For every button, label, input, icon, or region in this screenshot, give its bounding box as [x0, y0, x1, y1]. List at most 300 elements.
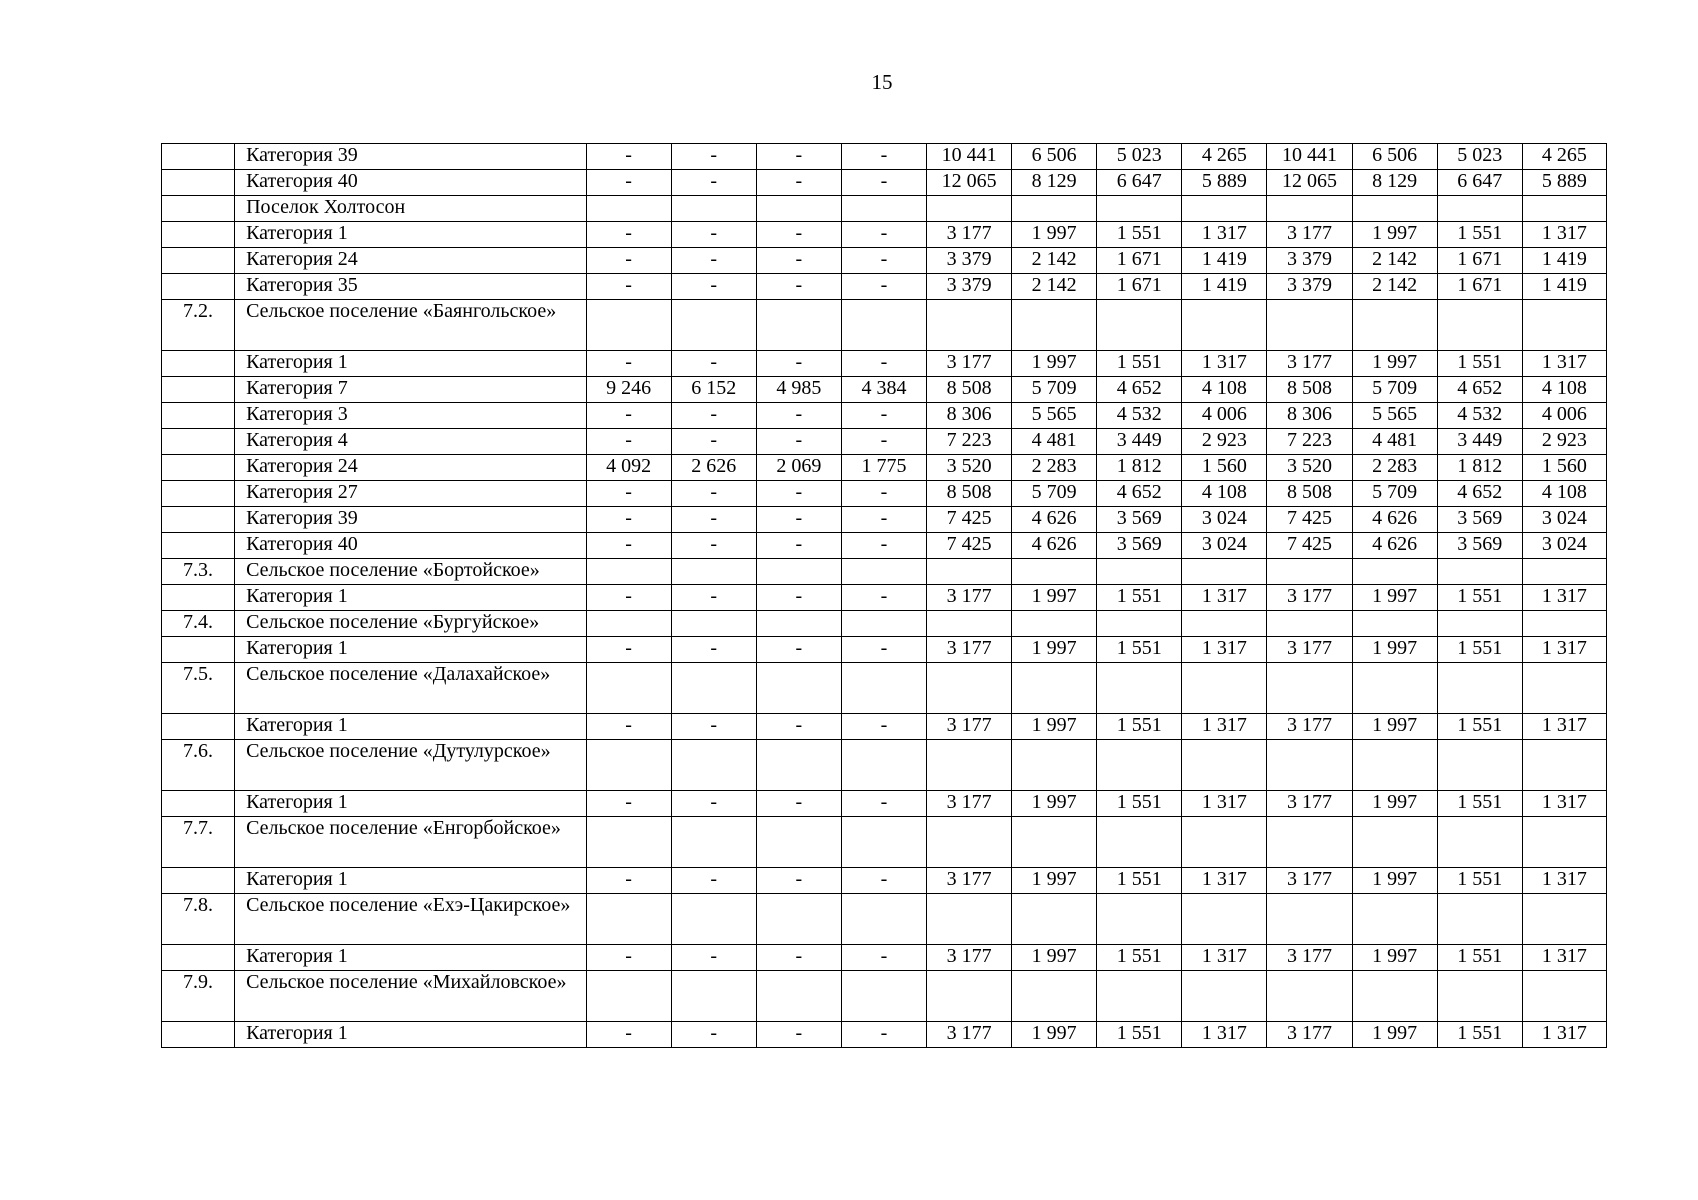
value-cell: 4 006	[1522, 403, 1606, 429]
value-cell	[1267, 971, 1352, 1022]
value-cell	[1437, 196, 1522, 222]
value-cell: 1 997	[1352, 868, 1437, 894]
value-cell: -	[756, 481, 841, 507]
value-cell: -	[671, 1022, 756, 1048]
value-cell: 1 317	[1182, 222, 1267, 248]
row-name-cell: Категория 1	[235, 868, 586, 894]
value-cell: 3 177	[927, 714, 1012, 740]
value-cell: 1 671	[1097, 248, 1182, 274]
value-cell: 4 384	[841, 377, 926, 403]
table-row	[162, 377, 1607, 403]
value-cell: 6 647	[1437, 170, 1522, 196]
value-cell	[671, 817, 756, 868]
value-cell: -	[671, 791, 756, 817]
value-cell	[1437, 971, 1522, 1022]
value-cell: 4 626	[1352, 533, 1437, 559]
row-name-cell: Категория 39	[235, 507, 586, 533]
value-cell	[927, 611, 1012, 637]
value-cell: 2 142	[1352, 248, 1437, 274]
table-row	[162, 1022, 1607, 1048]
value-cell: 1 317	[1182, 637, 1267, 663]
value-cell	[671, 740, 756, 791]
table-row	[162, 300, 1607, 351]
row-name-cell: Категория 24	[235, 248, 586, 274]
value-cell: 2 142	[1012, 248, 1097, 274]
row-index-cell	[162, 1022, 235, 1048]
value-cell	[1352, 611, 1437, 637]
row-index-cell: 7.5.	[162, 663, 235, 714]
value-cell	[1267, 559, 1352, 585]
value-cell	[841, 663, 926, 714]
value-cell	[1182, 971, 1267, 1022]
row-name-cell: Поселок Холтосон	[235, 196, 586, 222]
value-cell	[1182, 300, 1267, 351]
value-cell	[1182, 894, 1267, 945]
value-cell	[756, 300, 841, 351]
value-cell: 3 177	[927, 222, 1012, 248]
value-cell: 3 177	[927, 945, 1012, 971]
tariff-table	[161, 143, 1607, 1048]
table-row	[162, 611, 1607, 637]
value-cell: 3 177	[1267, 714, 1352, 740]
value-cell: -	[841, 248, 926, 274]
page-number: 15	[871, 70, 893, 94]
table-row	[162, 663, 1607, 714]
value-cell	[1097, 559, 1182, 585]
value-cell: -	[586, 945, 671, 971]
table-row	[162, 196, 1607, 222]
row-name-cell: Категория 24	[235, 455, 586, 481]
value-cell: 9 246	[586, 377, 671, 403]
value-cell: -	[671, 351, 756, 377]
value-cell: 2 923	[1182, 429, 1267, 455]
value-cell: 4 626	[1012, 507, 1097, 533]
value-cell	[1097, 663, 1182, 714]
table-row	[162, 274, 1607, 300]
value-cell: 4 108	[1182, 377, 1267, 403]
value-cell	[1437, 894, 1522, 945]
table-row	[162, 945, 1607, 971]
row-name-cell: Сельское поселение «Дутулурское»	[235, 740, 586, 791]
value-cell	[756, 817, 841, 868]
value-cell	[586, 817, 671, 868]
row-index-cell	[162, 481, 235, 507]
value-cell: -	[841, 222, 926, 248]
value-cell: -	[841, 274, 926, 300]
value-cell: 4 652	[1097, 377, 1182, 403]
value-cell: 7 223	[927, 429, 1012, 455]
value-cell: 1 317	[1522, 1022, 1606, 1048]
table-row	[162, 507, 1607, 533]
value-cell: 1 997	[1352, 222, 1437, 248]
value-cell: 3 379	[1267, 248, 1352, 274]
table-row	[162, 817, 1607, 868]
value-cell: 1 317	[1182, 791, 1267, 817]
value-cell: 3 569	[1097, 533, 1182, 559]
value-cell	[756, 663, 841, 714]
value-cell: 1 551	[1437, 637, 1522, 663]
row-index-cell	[162, 222, 235, 248]
value-cell: 1 997	[1012, 222, 1097, 248]
value-cell: -	[841, 1022, 926, 1048]
value-cell	[927, 740, 1012, 791]
value-cell: 1 671	[1437, 248, 1522, 274]
table-row	[162, 559, 1607, 585]
value-cell: -	[671, 144, 756, 170]
value-cell: -	[841, 403, 926, 429]
value-cell	[1012, 894, 1097, 945]
value-cell: -	[841, 481, 926, 507]
value-cell: -	[756, 714, 841, 740]
value-cell: 6 647	[1097, 170, 1182, 196]
table-row	[162, 740, 1607, 791]
row-index-cell: 7.6.	[162, 740, 235, 791]
value-cell	[1352, 663, 1437, 714]
value-cell: 3 177	[927, 585, 1012, 611]
value-cell: 3 379	[927, 274, 1012, 300]
value-cell	[671, 611, 756, 637]
value-cell: 3 177	[1267, 791, 1352, 817]
value-cell	[586, 740, 671, 791]
value-cell	[671, 559, 756, 585]
value-cell	[1522, 817, 1606, 868]
value-cell: -	[671, 507, 756, 533]
value-cell: 2 626	[671, 455, 756, 481]
value-cell: 1 551	[1097, 1022, 1182, 1048]
value-cell	[1012, 611, 1097, 637]
value-cell	[586, 300, 671, 351]
value-cell: 1 997	[1012, 637, 1097, 663]
value-cell: -	[586, 585, 671, 611]
value-cell: -	[756, 274, 841, 300]
value-cell: 8 306	[1267, 403, 1352, 429]
value-cell: -	[586, 637, 671, 663]
value-cell: 1 551	[1437, 868, 1522, 894]
value-cell	[586, 894, 671, 945]
value-cell: 4 985	[756, 377, 841, 403]
value-cell: -	[586, 144, 671, 170]
table-row	[162, 481, 1607, 507]
value-cell: 3 177	[1267, 585, 1352, 611]
value-cell	[927, 663, 1012, 714]
value-cell	[1012, 663, 1097, 714]
row-name-cell: Сельское поселение «Михайловское»	[235, 971, 586, 1022]
value-cell: 1 997	[1012, 945, 1097, 971]
value-cell	[841, 971, 926, 1022]
value-cell: -	[756, 248, 841, 274]
value-cell	[841, 300, 926, 351]
value-cell: 3 024	[1522, 507, 1606, 533]
table-row	[162, 429, 1607, 455]
row-index-cell: 7.4.	[162, 611, 235, 637]
value-cell	[756, 894, 841, 945]
value-cell	[1097, 817, 1182, 868]
value-cell: 4 626	[1352, 507, 1437, 533]
value-cell: 4 532	[1437, 403, 1522, 429]
value-cell: 2 142	[1012, 274, 1097, 300]
value-cell: 3 177	[927, 1022, 1012, 1048]
value-cell: 1 997	[1352, 637, 1437, 663]
value-cell	[1012, 300, 1097, 351]
value-cell: -	[586, 351, 671, 377]
value-cell: 7 425	[1267, 507, 1352, 533]
value-cell: 6 506	[1012, 144, 1097, 170]
value-cell: 1 317	[1522, 945, 1606, 971]
value-cell: 1 551	[1097, 714, 1182, 740]
row-index-cell: 7.7.	[162, 817, 235, 868]
row-name-cell: Категория 1	[235, 791, 586, 817]
value-cell: -	[756, 585, 841, 611]
row-index-cell	[162, 274, 235, 300]
value-cell: 1 419	[1522, 248, 1606, 274]
value-cell: 4 626	[1012, 533, 1097, 559]
value-cell: 1 551	[1437, 1022, 1522, 1048]
value-cell: 3 177	[927, 351, 1012, 377]
value-cell: 4 108	[1522, 481, 1606, 507]
row-name-cell: Категория 1	[235, 945, 586, 971]
row-name-cell: Категория 35	[235, 274, 586, 300]
value-cell: 1 551	[1437, 222, 1522, 248]
value-cell	[1267, 611, 1352, 637]
value-cell: -	[586, 403, 671, 429]
value-cell: 5 023	[1097, 144, 1182, 170]
value-cell: 1 997	[1012, 868, 1097, 894]
value-cell	[1267, 300, 1352, 351]
value-cell: -	[586, 170, 671, 196]
value-cell: -	[841, 429, 926, 455]
value-cell: 1 551	[1437, 945, 1522, 971]
value-cell: -	[841, 585, 926, 611]
value-cell: 1 997	[1352, 791, 1437, 817]
value-cell	[1182, 817, 1267, 868]
value-cell: 3 449	[1437, 429, 1522, 455]
value-cell: 4 652	[1437, 377, 1522, 403]
value-cell: 1 551	[1097, 791, 1182, 817]
value-cell: -	[586, 868, 671, 894]
value-cell: -	[586, 1022, 671, 1048]
value-cell	[1012, 817, 1097, 868]
value-cell: 1 551	[1437, 714, 1522, 740]
row-index-cell	[162, 429, 235, 455]
row-index-cell	[162, 455, 235, 481]
value-cell: 1 551	[1097, 222, 1182, 248]
value-cell: 5 709	[1352, 377, 1437, 403]
value-cell	[756, 971, 841, 1022]
table-row	[162, 144, 1607, 170]
value-cell: -	[841, 533, 926, 559]
value-cell	[1267, 663, 1352, 714]
value-cell: 2 283	[1352, 455, 1437, 481]
value-cell: 3 177	[927, 868, 1012, 894]
value-cell: -	[586, 222, 671, 248]
value-cell: 3 569	[1437, 507, 1522, 533]
value-cell: 1 812	[1437, 455, 1522, 481]
row-name-cell: Категория 1	[235, 637, 586, 663]
value-cell: 1 317	[1522, 868, 1606, 894]
value-cell	[756, 611, 841, 637]
value-cell: 1 560	[1522, 455, 1606, 481]
value-cell	[671, 663, 756, 714]
value-cell: 1 551	[1097, 637, 1182, 663]
table-row	[162, 637, 1607, 663]
value-cell: 4 652	[1437, 481, 1522, 507]
value-cell: 7 223	[1267, 429, 1352, 455]
value-cell: -	[671, 403, 756, 429]
row-index-cell	[162, 533, 235, 559]
value-cell: -	[586, 714, 671, 740]
value-cell: 5 023	[1437, 144, 1522, 170]
value-cell: 1 997	[1352, 1022, 1437, 1048]
value-cell	[1522, 559, 1606, 585]
value-cell	[1097, 971, 1182, 1022]
value-cell: 1 997	[1012, 585, 1097, 611]
row-index-cell	[162, 377, 235, 403]
value-cell: -	[671, 170, 756, 196]
value-cell: 3 177	[1267, 868, 1352, 894]
value-cell: 1 551	[1437, 791, 1522, 817]
table-body	[162, 144, 1607, 1048]
row-name-cell: Категория 4	[235, 429, 586, 455]
value-cell: -	[586, 507, 671, 533]
row-name-cell: Сельское поселение «Бургуйское»	[235, 611, 586, 637]
row-name-cell: Сельское поселение «Енгорбойское»	[235, 817, 586, 868]
value-cell: 7 425	[927, 507, 1012, 533]
value-cell: -	[756, 791, 841, 817]
value-cell: -	[586, 791, 671, 817]
row-index-cell: 7.9.	[162, 971, 235, 1022]
value-cell: 1 997	[1012, 1022, 1097, 1048]
value-cell	[1352, 971, 1437, 1022]
value-cell	[1012, 971, 1097, 1022]
value-cell	[1012, 196, 1097, 222]
value-cell: -	[841, 507, 926, 533]
value-cell: 1 317	[1182, 1022, 1267, 1048]
value-cell: 1 997	[1352, 945, 1437, 971]
value-cell: 2 069	[756, 455, 841, 481]
row-name-cell: Категория 40	[235, 533, 586, 559]
value-cell: -	[841, 714, 926, 740]
value-cell: 1 419	[1182, 274, 1267, 300]
value-cell: 1 317	[1182, 945, 1267, 971]
table-row	[162, 455, 1607, 481]
value-cell: -	[671, 429, 756, 455]
value-cell: 1 997	[1352, 351, 1437, 377]
value-cell: 5 709	[1352, 481, 1437, 507]
row-name-cell: Сельское поселение «Баянгольское»	[235, 300, 586, 351]
value-cell	[841, 817, 926, 868]
value-cell: -	[671, 274, 756, 300]
row-name-cell: Категория 27	[235, 481, 586, 507]
value-cell: -	[756, 507, 841, 533]
value-cell: 8 508	[927, 481, 1012, 507]
value-cell: 7 425	[927, 533, 1012, 559]
value-cell	[1182, 196, 1267, 222]
value-cell: -	[841, 868, 926, 894]
table-row	[162, 585, 1607, 611]
table-row	[162, 971, 1607, 1022]
value-cell: 8 508	[1267, 481, 1352, 507]
value-cell: 1 551	[1437, 585, 1522, 611]
value-cell: 1 775	[841, 455, 926, 481]
value-cell: 3 024	[1182, 533, 1267, 559]
value-cell: 3 177	[1267, 637, 1352, 663]
value-cell: 3 569	[1437, 533, 1522, 559]
value-cell	[1437, 663, 1522, 714]
value-cell: -	[756, 403, 841, 429]
value-cell: 5 709	[1012, 377, 1097, 403]
value-cell: 4 108	[1182, 481, 1267, 507]
value-cell: -	[586, 429, 671, 455]
value-cell	[1352, 300, 1437, 351]
value-cell: 1 812	[1097, 455, 1182, 481]
value-cell: 1 317	[1182, 714, 1267, 740]
value-cell	[1182, 740, 1267, 791]
value-cell: 1 560	[1182, 455, 1267, 481]
value-cell	[1437, 300, 1522, 351]
row-name-cell: Сельское поселение «Бортойское»	[235, 559, 586, 585]
value-cell	[1437, 817, 1522, 868]
row-index-cell	[162, 637, 235, 663]
value-cell: 1 317	[1522, 791, 1606, 817]
value-cell	[671, 971, 756, 1022]
value-cell: 5 889	[1182, 170, 1267, 196]
value-cell: 8 306	[927, 403, 1012, 429]
value-cell: 12 065	[1267, 170, 1352, 196]
row-name-cell: Категория 1	[235, 351, 586, 377]
value-cell: 5 565	[1352, 403, 1437, 429]
value-cell: 3 024	[1522, 533, 1606, 559]
value-cell	[671, 894, 756, 945]
value-cell: 1 671	[1437, 274, 1522, 300]
row-index-cell	[162, 170, 235, 196]
value-cell	[1522, 300, 1606, 351]
row-name-cell: Категория 3	[235, 403, 586, 429]
value-cell	[756, 740, 841, 791]
value-cell: 3 177	[1267, 222, 1352, 248]
value-cell: -	[586, 533, 671, 559]
value-cell: 1 317	[1182, 868, 1267, 894]
row-index-cell	[162, 403, 235, 429]
value-cell	[841, 559, 926, 585]
value-cell: 1 997	[1012, 351, 1097, 377]
value-cell: -	[671, 945, 756, 971]
value-cell: -	[841, 170, 926, 196]
value-cell: 10 441	[927, 144, 1012, 170]
value-cell: 1 419	[1522, 274, 1606, 300]
row-index-cell	[162, 248, 235, 274]
value-cell: 3 520	[927, 455, 1012, 481]
row-name-cell: Категория 1	[235, 585, 586, 611]
value-cell: 3 379	[927, 248, 1012, 274]
value-cell	[1267, 740, 1352, 791]
row-name-cell: Категория 40	[235, 170, 586, 196]
value-cell: 3 177	[927, 637, 1012, 663]
value-cell	[1352, 740, 1437, 791]
value-cell	[756, 559, 841, 585]
value-cell	[1097, 196, 1182, 222]
value-cell: 8 129	[1352, 170, 1437, 196]
value-cell: 4 652	[1097, 481, 1182, 507]
value-cell: 1 551	[1097, 868, 1182, 894]
value-cell: 3 177	[1267, 945, 1352, 971]
value-cell	[1522, 894, 1606, 945]
value-cell: 4 092	[586, 455, 671, 481]
table-row	[162, 533, 1607, 559]
value-cell: -	[756, 868, 841, 894]
value-cell: 8 508	[927, 377, 1012, 403]
value-cell: 2 283	[1012, 455, 1097, 481]
value-cell: 1 551	[1097, 351, 1182, 377]
